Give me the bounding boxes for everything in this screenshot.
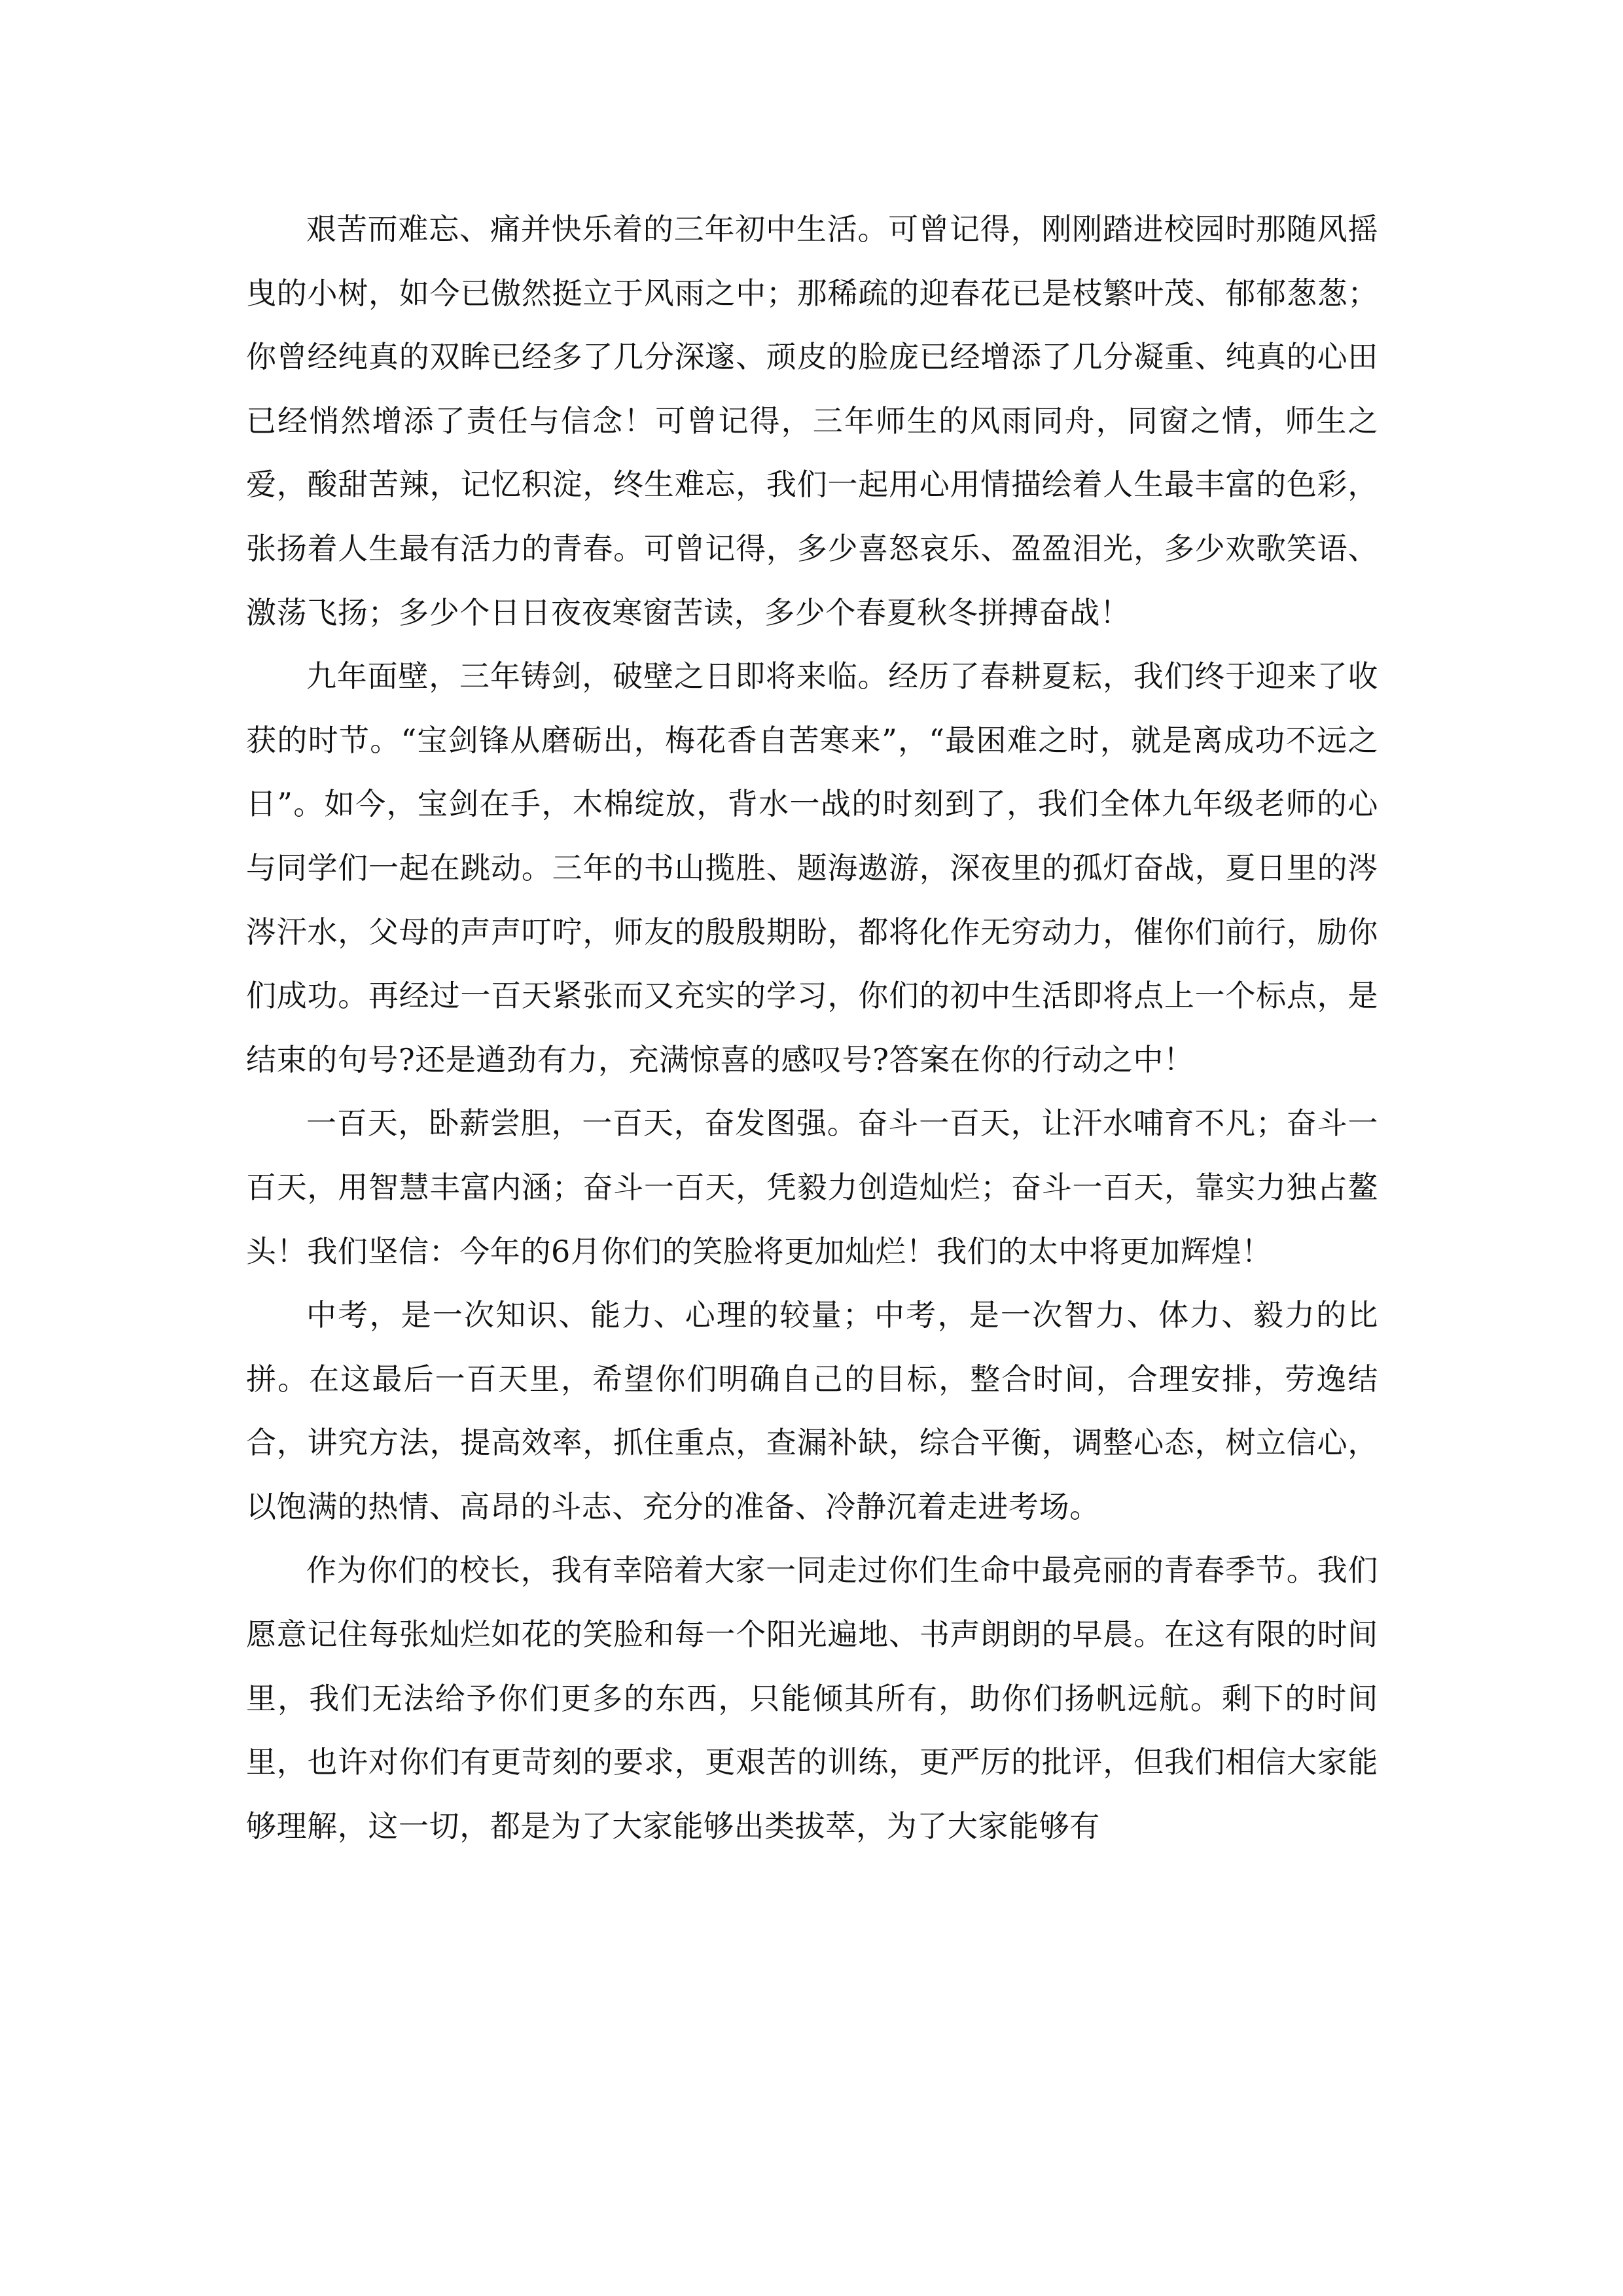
paragraph-4: 中考，是一次知识、能力、心理的较量；中考，是一次智力、体力、毅力的比拼。在这最后一百天里，希望你们明确自己的目标，整合时间，合理安排，劳逸结合，讲究方法，提高效率，抓住重点，查漏补缺，综合平衡，调整心态，树立信心，以饱满的热情、高昂的斗志、充分的准备、冷静沉着走进考场。	[246, 1297, 1378, 1524]
paragraph-2: 九年面壁，三年铸剑，破壁之日即将来临。经历了春耕夏耘，我们终于迎来了收获的时节。“宝剑锋从磨砺出，梅花香自苦寒来”，“最困难之时，就是离成功不远之日”。如今，宝剑在手，木棉绽放，背水一战的时刻到了，我们全体九年级老师的心与同学们一起在跳动。三年的书山揽胜、题海遨游，深夜里的孤灯奋战，夏日里的涔涔汗水，父母的声声叮咛，师友的殷殷期盼，都将化作无穷动力，催你们前行，励你们成功。再经过一百天紧张而又充实的学习，你们的初中生活即将点上一个标点，是结束的句号?还是遒劲有力，充满惊喜的感叹号?答案在你的行动之中！	[246, 658, 1378, 1077]
paragraph-1: 艰苦而难忘、痛并快乐着的三年初中生活。可曾记得，刚刚踏进校园时那随风摇曳的小树，如今已傲然挺立于风雨之中；那稀疏的迎春花已是枝繁叶茂、郁郁葱葱；你曾经纯真的双眸已经多了几分深邃、顽皮的脸庞已经增添了几分凝重、纯真的心田已经悄然增添了责任与信念！可曾记得，三年师生的风雨同舟，同窗之情，师生之爱，酸甜苦辣，记忆积淀，终生难忘，我们一起用心用情描绘着人生最丰富的色彩，张扬着人生最有活力的青春。可曾记得，多少喜怒哀乐、盈盈泪光，多少欢歌笑语、激荡飞扬；多少个日日夜夜寒窗苦读，多少个春夏秋冬拼搏奋战！	[246, 211, 1378, 630]
document-body	[246, 198, 1378, 1858]
paragraph-5: 作为你们的校长，我有幸陪着大家一同走过你们生命中最亮丽的青春季节。我们愿意记住每张灿烂如花的笑脸和每一个阳光遍地、书声朗朗的早晨。在这有限的时间里，我们无法给予你们更多的东西，只能倾其所有，助你们扬帆远航。剩下的时间里，也许对你们有更苛刻的要求，更艰苦的训练，更严厉的批评，但我们相信大家能够理解，这一切，都是为了大家能够出类拔萃，为了大家能够有	[246, 1552, 1378, 1844]
paragraph-3: 一百天，卧薪尝胆，一百天，奋发图强。奋斗一百天，让汗水哺育不凡；奋斗一百天，用智慧丰富内涵；奋斗一百天，凭毅力创造灿烂；奋斗一百天，靠实力独占鳌头！我们坚信：今年的6月你们的笑脸将更加灿烂！我们的太中将更加辉煌！	[246, 1105, 1378, 1269]
